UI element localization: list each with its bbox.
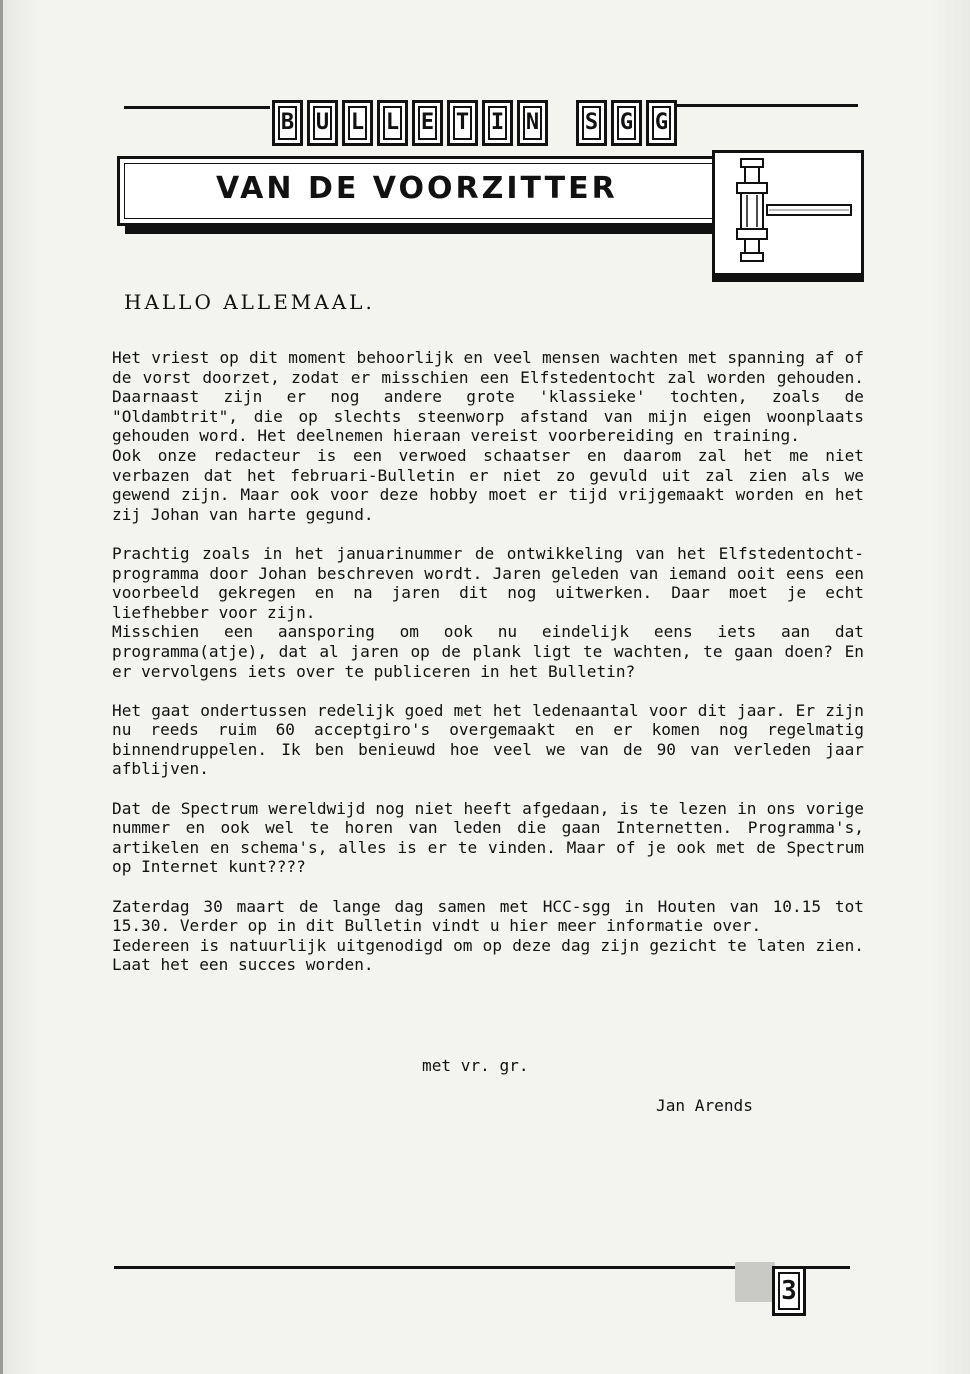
greeting: HALLO ALLEMAAL.: [124, 290, 375, 314]
paragraph: Misschien een aansporing om ook nu eindelijk eens iets aan dat programma(atje), dat al jaren op de plank ligt te wachten, te gaan doen? En er vervolgens iets over te publiceren in het Bulletin?: [112, 622, 864, 681]
gavel-icon: [725, 155, 855, 267]
paragraph: Dat de Spectrum wereldwijd nog niet heeft afgedaan, is te lezen in ons vorige nummer en ook wel te horen van leden die gaan Internetten. Programma's, artikelen en schema's, alles is er te vinden. Maar of je ook met de Spectrum op Internet kunt????: [112, 798, 864, 877]
page-number: 3: [772, 1266, 806, 1316]
paragraph: Het gaat ondertussen redelijk goed met het ledenaantal voor dit jaar. Er zijn nu reeds ruim 60 acceptgiro's overgemaakt en er komen nog regelmatig binnendruppelen. Ik ben benieuwd hoe veel we van de 90 van verleden jaar afblijven.: [112, 700, 864, 779]
top-rule-left: [124, 106, 270, 109]
page-number-shadow: [735, 1262, 775, 1302]
paragraph: Zaterdag 30 maart de lange dag samen met HCC-sgg in Houten van 10.15 tot 15.30. Verder op in dit Bulletin vindt u hier meer informatie over.: [112, 896, 864, 936]
title-letter: G: [646, 100, 677, 146]
gavel-box: [712, 150, 864, 276]
paragraph: Het vriest op dit moment behoorlijk en veel mensen wachten met spanning af of de vorst doorzet, zodat er misschien een Elfstedentocht zal worden gehouden. Daarnaast zijn er nog andere grote 'klassieke' tochten, zoals de "Oldambtrit", die op slechts steenworp afstand van mijn eigen woonplaats gehouden word. Het deelnemen hieraan vereist voorbereiding en training.: [112, 348, 864, 446]
title-letter: U: [307, 100, 338, 146]
header: [0, 0, 970, 290]
title-letter: S: [576, 100, 607, 146]
section-banner: [117, 156, 721, 226]
paragraph: Ook onze redacteur is een verwoed schaatser en daarom zal het me niet verbazen dat het februari-Bulletin er niet zo gevuld uit zal zien als we gewend zijn. Maar ook voor deze hobby moet er tijd vrijgemaakt worden en het zij Johan van harte gegund.: [112, 445, 864, 524]
signature: Jan Arends: [656, 1096, 753, 1115]
title-letter: B: [272, 100, 303, 146]
title-letter: E: [412, 100, 443, 146]
title-letter: I: [482, 100, 513, 146]
top-rule-right: [664, 104, 858, 107]
bulletin-sgg-title: [272, 98, 677, 148]
article-body: [112, 348, 864, 975]
title-letter: L: [377, 100, 408, 146]
title-letter: L: [342, 100, 373, 146]
section-title: VAN DE VOORZITTER: [216, 171, 618, 206]
closing: met vr. gr.: [422, 1056, 529, 1075]
title-letter: G: [611, 100, 642, 146]
paragraph: Prachtig zoals in het januarinummer de ontwikkeling van het Elfstedentocht-programma door Johan beschreven wordt. Jaren geleden van iemand ooit eens een voorbeeld gekregen en na jaren dit nog uitwerken. Daar moet je echt liefhebber voor zijn.: [112, 543, 864, 622]
title-letter: N: [517, 100, 548, 146]
title-letter: T: [447, 100, 478, 146]
paragraph: Iedereen is natuurlijk uitgenodigd om op deze dag zijn gezicht te laten zien. Laat het een succes worden.: [112, 935, 864, 975]
